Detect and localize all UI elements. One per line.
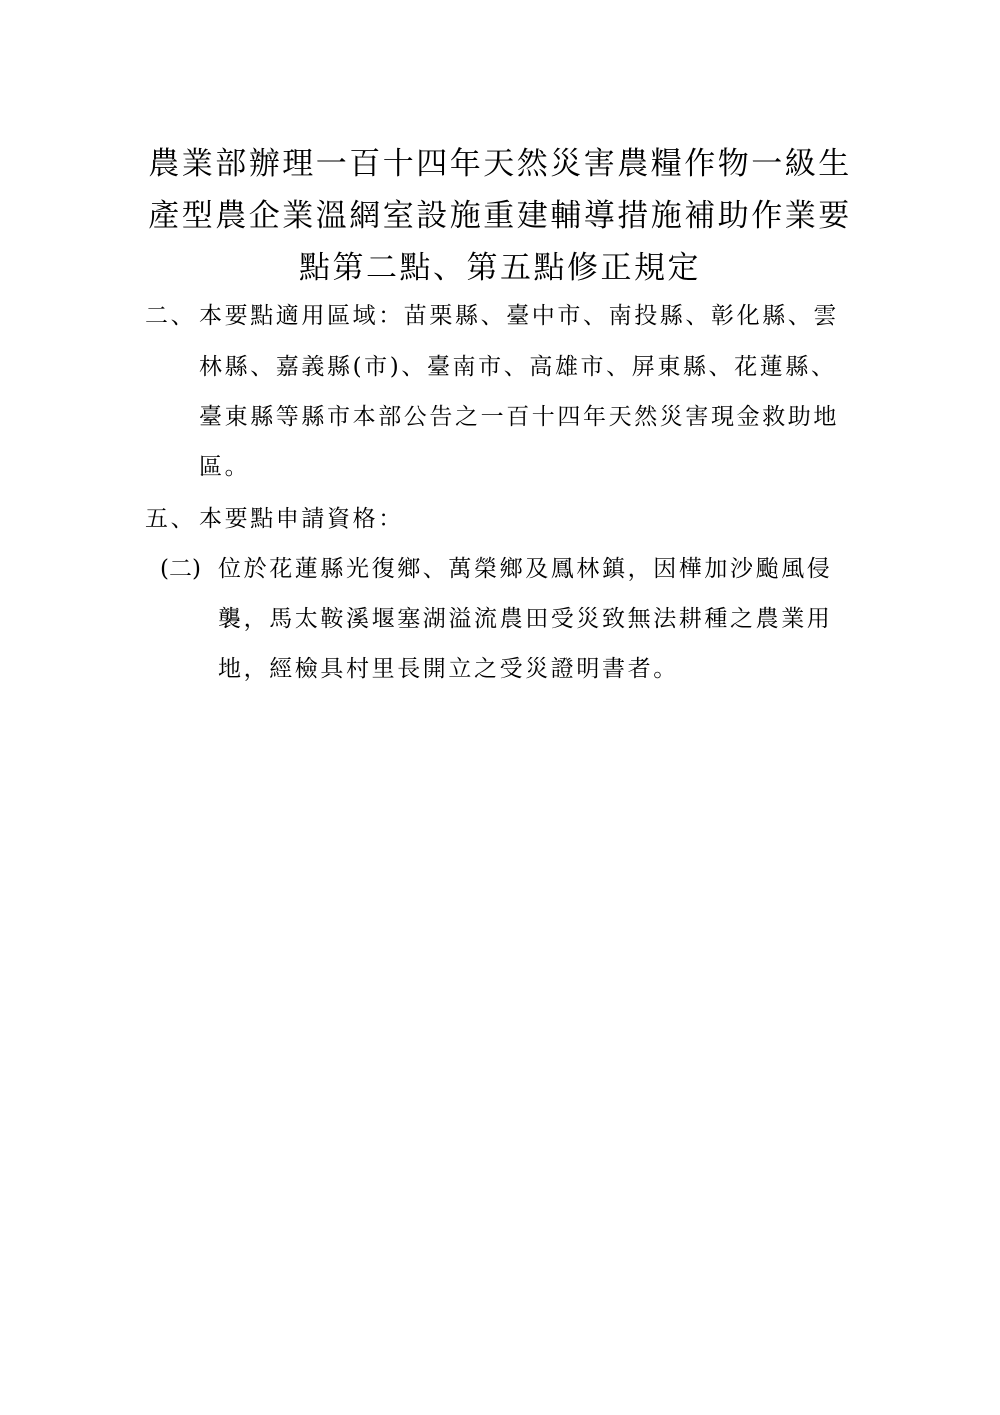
document-title-line-1: 農業部辦理一百十四年天然災害農糧作物一級生 — [148, 146, 852, 182]
section-5-item-2-marker: (二) — [160, 556, 201, 582]
section-2-line-3: 臺東縣等縣市本部公告之一百十四年天然災害現金救助地 — [199, 404, 839, 430]
section-5-marker: 五、 — [145, 506, 197, 532]
document-title-line-2: 產型農企業溫網室設施重建輔導措施補助作業要 — [148, 198, 852, 234]
section-2-line-4: 區。 — [199, 454, 251, 480]
section-5-item-2-line-3: 地，經檢具村里長開立之受災證明書者。 — [218, 656, 679, 682]
section-2-line-1: 本要點適用區域：苗栗縣、臺中市、南投縣、彰化縣、雲 — [199, 303, 839, 329]
section-2-line-2: 林縣、嘉義縣(市)、臺南市、高雄市、屏東縣、花蓮縣、 — [199, 354, 837, 380]
section-5-item-2-line-1: 位於花蓮縣光復鄉、萬榮鄉及鳳林鎮，因樺加沙颱風侵 — [218, 556, 833, 582]
section-5-item-2-line-2: 襲，馬太鞍溪堰塞湖溢流農田受災致無法耕種之農業用 — [218, 606, 833, 632]
section-5-heading: 本要點申請資格： — [199, 506, 404, 532]
document-title-line-3: 點第二點、第五點修正規定 — [299, 250, 701, 286]
section-2-marker: 二、 — [145, 303, 197, 329]
